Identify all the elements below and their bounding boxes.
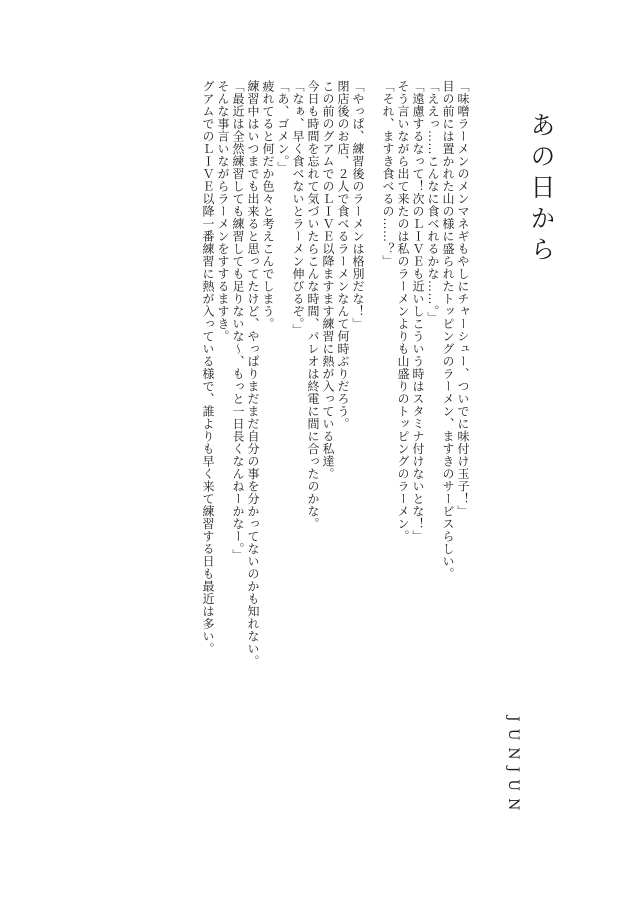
body-line: 疲れてると何だか色々と考えこんでしまう。 xyxy=(261,80,275,330)
story-title: あの日から xyxy=(527,112,556,267)
body-line: 目の前には置かれた山の様に盛られたトッピングのラーメン、ますきのサービスらしい。 xyxy=(441,80,455,580)
body-line: 「やっぱ、練習後のラーメンは格別だな！」 xyxy=(351,80,365,330)
body-line: 練習中はいつまでも出来ると思ってたけど、やっぱりまだまだ自分の事を分かってないのかも知れない。 xyxy=(246,80,260,668)
paragraph-break xyxy=(365,80,380,680)
body-line: 「あ、ゴメン。」 xyxy=(276,80,290,174)
body-line: 「遠慮するなって！次のＬＩＶＥも近いしこういう時はスタミナ付けないとな！」 xyxy=(411,80,425,543)
author-name: JUNJUN xyxy=(505,716,521,818)
body-line: 今日も時間を忘れて気づいたらこんな時間、パレオは終電に間に合ったのかな。 xyxy=(306,80,320,530)
body-line: そんな事言いながらラーメンをすするますき。 xyxy=(216,80,230,343)
body-line: 閉店後のお店、２人で食べるラーメンなんて何時ぶりだろう。 xyxy=(336,80,350,430)
body-line: 「それ、ますき食べるの……？」 xyxy=(381,80,395,268)
body-line: そう言いながら出て来たのは私のラーメンよりも山盛りのトッピングのラーメン。 xyxy=(396,80,410,543)
body-line: 「なぁ、早く食べないとラーメン伸びるぞ。」 xyxy=(291,80,305,337)
body-line: 「ええっ……こんなに食べれるかな……。」 xyxy=(426,80,440,324)
body-line: 「最近は全然練習しても練習しても足りないな〜、もっと一日長くなんねーかなー。」 xyxy=(231,80,245,562)
body-line: この前のグアムでのＬＩＶＥ以降ますます練習に熱が入っている私達。 xyxy=(321,80,335,480)
body-line: グアムでのＬＩＶＥ以降一番練習に熱が入っている様で、誰よりも早く来て練習する日も最近は多い。 xyxy=(201,80,215,655)
story-body xyxy=(70,80,470,680)
body-line: 「味噌ラーメンのメンマネギもやしにチャーシュー、ついでに味付け玉子！」 xyxy=(456,80,470,518)
